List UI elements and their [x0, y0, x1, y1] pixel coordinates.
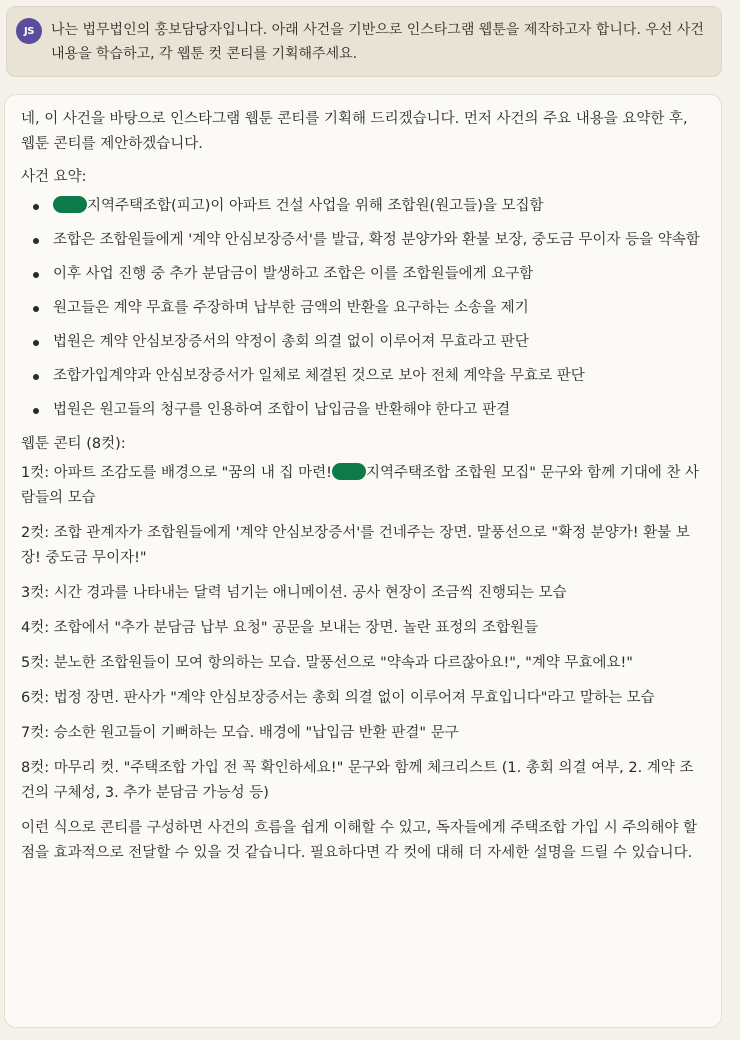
cut-item: 8컷: 마무리 컷. "주택조합 가입 전 꼭 확인하세요!" 문구와 함께 체크리스트 (1. 총회 의결 여부, 2. 계약 조건의 구체성, 3. 추가 분담금 가능성 등) — [21, 760, 694, 801]
bullet-icon — [33, 204, 39, 210]
redaction-mark — [53, 196, 87, 213]
summary-item: 조합은 조합원들에게 '계약 안심보장증서'를 발급, 확정 분양가와 환불 보장, 중도금 무이자 등을 약속함 — [21, 228, 705, 253]
cut-item: 5컷: 분노한 조합원들이 모여 항의하는 모습. 말풍선으로 "약속과 다르잖아요!", "계약 무효에요!" — [21, 655, 633, 671]
summary-item: 법원은 원고들의 청구를 인용하여 조합이 납입금을 반환해야 한다고 판결 — [21, 398, 705, 423]
redaction-mark — [332, 463, 366, 480]
user-message — [6, 6, 722, 77]
summary-item: 원고들은 계약 무효를 주장하며 납부한 금액의 반환을 요구하는 소송을 제기 — [21, 296, 705, 321]
cut-item: 4컷: 조합에서 "추가 분담금 납부 요청" 공문을 보내는 장면. 놀란 표정의 조합원들 — [21, 620, 538, 636]
bullet-icon — [33, 272, 39, 278]
bullet-icon — [33, 374, 39, 380]
bullet-icon — [33, 306, 39, 312]
reply-intro: 네, 이 사건을 바탕으로 인스타그램 웹툰 콘티를 기획해 드리겠습니다. 먼저 사건의 주요 내용을 요약한 후, 웹툰 콘티를 제안하겠습니다. — [21, 111, 688, 152]
summary-item: 조합가입계약과 안심보장증서가 일체로 체결된 것으로 보아 전체 계약을 무효로 판단 — [21, 364, 705, 389]
cut-item: 2컷: 조합 관계자가 조합원들에게 '계약 안심보장증서'를 건네주는 장면. 말풍선으로 "확정 분양가! 환불 보장! 중도금 무이자!" — [21, 525, 690, 566]
summary-item: 지역주택조합(피고)이 아파트 건설 사업을 위해 조합원(원고들)을 모집함 — [21, 194, 705, 219]
reply-closing: 이런 식으로 콘티를 구성하면 사건의 흐름을 쉽게 이해할 수 있고, 독자들에게 주택조합 가입 시 주의해야 할 점을 효과적으로 전달할 수 있을 것 같습니다. 필요하다면 각 컷에 대해 더 자세한 설명을 드릴 수 있습니다. — [21, 820, 698, 861]
conti-title: 웹툰 콘티 (8컷): — [21, 436, 126, 452]
summary-item: 이후 사업 진행 중 추가 분담금이 발생하고 조합은 이를 조합원들에게 요구함 — [21, 262, 705, 287]
user-message-text: 나는 법무법인의 홍보담당자입니다. 아래 사건을 기반으로 인스타그램 웹툰을 제작하고자 합니다. 우선 사건 내용을 학습하고, 각 웹툰 컷 콘티를 기획해주세요. — [51, 22, 704, 62]
bullet-icon — [33, 238, 39, 244]
bullet-icon — [33, 340, 39, 346]
summary-title: 사건 요약: — [21, 169, 87, 185]
summary-list — [21, 194, 705, 423]
summary-item: 법원은 계약 안심보장증서의 약정이 총회 의결 없이 이루어져 무효라고 판단 — [21, 330, 705, 355]
bullet-icon — [33, 408, 39, 414]
cut-item: 6컷: 법정 장면. 판사가 "계약 안심보장증서는 총회 의결 없이 이루어져 무효입니다"라고 말하는 모습 — [21, 690, 655, 706]
cut-item: 7컷: 승소한 원고들이 기뻐하는 모습. 배경에 "납입금 반환 판결" 문구 — [21, 725, 459, 741]
assistant-reply — [4, 94, 722, 1028]
cut-item: 3컷: 시간 경과를 나타내는 달력 넘기는 애니메이션. 공사 현장이 조금씩 진행되는 모습 — [21, 585, 567, 601]
user-avatar: JS — [16, 18, 42, 44]
cut-item: 1컷: 아파트 조감도를 배경으로 "꿈의 내 집 마련! 지역주택조합 조합원 모집" 문구와 함께 기대에 찬 사람들의 모습 — [21, 465, 700, 506]
